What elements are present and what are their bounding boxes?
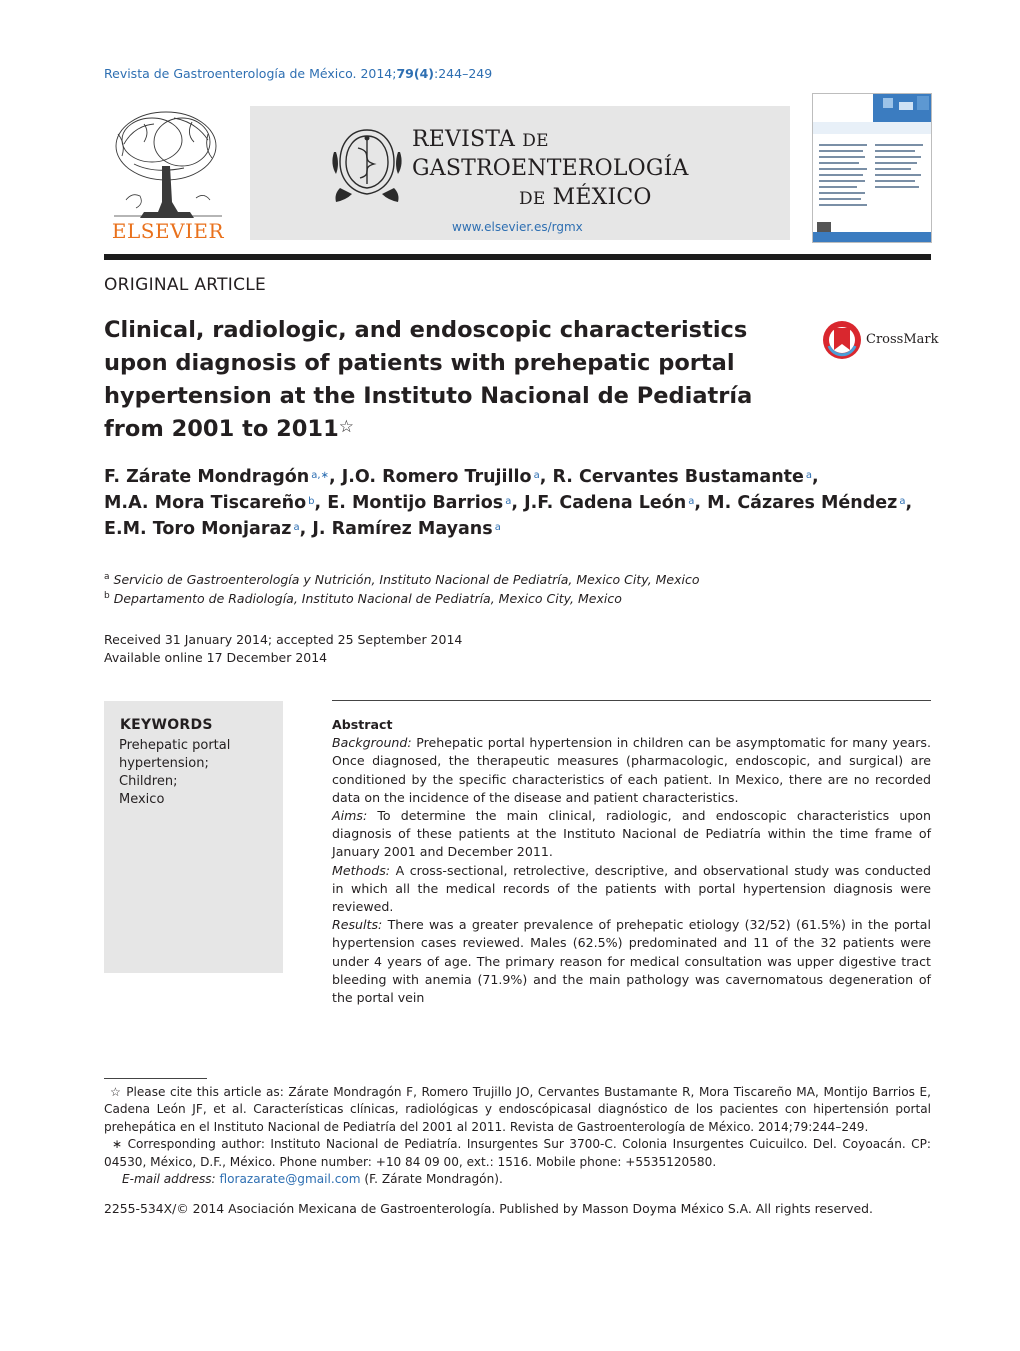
author: J.F. Cadena León [524,493,687,513]
keywords-box [104,701,283,973]
journal-title: REVISTA DE GASTROENTEROLOGÍA DE MÉXICO [412,127,689,210]
author-line: M.A. Mora Tiscareño $^b$, E. Montijo Barrios $^a$, J.F. Cadena León $^a$, M. Cázares Méndez $^a$, [104,493,913,513]
cover-image [813,94,931,242]
affiliation: $^b$ Departamento de Radiología, Instituto Nacional de Pediatría, Mexico City, Mexico [104,591,622,607]
author-affiliation-link[interactable]: a [505,496,512,507]
article-title: Clinical, radiologic, and endoscopic characteristics upon diagnosis of patients with prehepatic portal hypertension at the Instituto Nacional de Pediatría from 2001 to 2011☆ [104,317,753,442]
crossmark-label: CrossMark [866,332,939,347]
crossmark-badge[interactable] [822,320,939,360]
title-footnote-mark[interactable]: ☆ [338,417,354,437]
abstract [332,716,931,1007]
author: M. Cázares Méndez [707,493,898,513]
email-link[interactable]: florazarate@gmail.com [219,1172,361,1187]
author-affiliation-link[interactable]: a [293,522,300,533]
author: E.M. Toro Monjaraz [104,519,292,539]
author: F. Zárate Mondragón [104,467,310,487]
author-list [104,464,934,542]
affiliation: $^a$ Servicio de Gastroenterología y Nutrición, Instituto Nacional de Pediatría, Mexico City, Mexico [104,572,700,588]
author-affiliation-link[interactable]: a [688,496,695,507]
abstract-results: Results: There was a greater prevalence of prehepatic etiology (32/52) (61.5%) in the portal hypertension cases reviewed. Males (62.5%) predominated and 11 of the 32 patients were under 4 years of age. The primary reason for medical consultation was upper digestive tract bleeding with anemia (71.9%) and the main pathology was cavernomatous degeneration of the portal vein [332,917,931,1006]
abstract-heading: Abstract [332,717,393,732]
elsevier-logo [104,104,232,244]
abstract-methods: Methods: A cross-sectional, retrolective, descriptive, and observational study was conducted in which all the medical records of the patients with portal hypertension diagnosis were reviewed. [332,862,931,915]
author-affiliation-link[interactable]: b [308,496,315,507]
citation-footnote: ☆ Please cite this article as: Zárate Mondragón F, Romero Trujillo JO, Cervantes Bustamante R, Mora Tiscareño MA, Montijo Barrios E, Cadena León JF, et al. Características clínicas, radiológicas y endoscópicasal diagnóstico de los pacientes con hipertensión portal prehepática en el Instituto Nacional de Pediatría del 2001 al 2011. Revista de Gastroenterología de México. 2014;79:244–249. [104,1085,931,1134]
journal-url-link[interactable]: www.elsevier.es/rgmx [452,220,583,234]
abstract-aims: Aims: To determine the main clinical, radiologic, and endoscopic characteristics upon diagnosis of these patients at the Instituto Nacional de Pediatría within the time frame of January 2001 and December 2011. [332,808,931,860]
footnote-rule [104,1078,207,1079]
journal-emblem [330,122,404,208]
author-affiliation-link[interactable]: a [533,470,540,481]
author-line: F. Zárate Mondragón $^{a,∗}$, J.O. Romero Trujillo $^a$, R. Cervantes Bustamante $^a$, [104,467,819,487]
caduceus-emblem-icon [330,122,404,208]
author-affiliation-link[interactable]: a [899,496,906,507]
author: M.A. Mora Tiscareño [104,493,307,513]
crossmark-icon [822,320,862,360]
copyright-notice: 2255-534X/© 2014 Asociación Mexicana de Gastroenterología. Published by Masson Doyma México S.A. All rights reserved. [104,1201,873,1216]
author: J.O. Romero Trujillo [341,467,532,487]
footnotes [104,1084,931,1188]
abstract-background: Background: Prehepatic portal hypertension in children can be asymptomatic for many years. Once diagnosed, the therapeutic measures (pharmacologic, endoscopic, and surgical) are conditioned by the specific characteristics of each patient. In Mexico, there are no recorded data on the incidence of the disease and patient characteristics. [332,735,931,805]
footnote-asterisk-mark: ∗ [112,1137,123,1152]
header-rule [104,254,931,260]
article-type: ORIGINAL ARTICLE [104,275,267,295]
abstract-rule [332,700,931,701]
author: E. Montijo Barrios [327,493,504,513]
available-online-date: Available online 17 December 2014 [104,650,328,665]
author-affiliation-link[interactable]: a [805,470,813,481]
author-line: E.M. Toro Monjaraz $^a$, J. Ramírez Mayans $^a$ [104,519,501,539]
footnote-star-mark: ☆ [110,1085,122,1099]
journal-cover-thumbnail [812,93,932,243]
keyword: Mexico [119,792,165,807]
author-affiliation-link[interactable]: a,∗ [311,470,329,481]
author: R. Cervantes Bustamante [552,467,804,487]
keywords-heading: KEYWORDS [120,717,213,733]
keyword: Prehepatic portal [119,738,231,753]
email-footnote: E-mail address: florazarate@gmail.com (F. Zárate Mondragón). [122,1172,503,1187]
keyword: hypertension; [119,756,209,771]
elsevier-wordmark: ELSEVIER [111,219,225,243]
author-affiliation-link[interactable]: a [494,522,501,533]
journal-citation[interactable]: Revista de Gastroenterología de México. 2014;79(4):244–249 [104,66,493,81]
corresponding-author-footnote: ∗ Corresponding author: Instituto Nacional de Pediatría. Insurgentes Sur 3700-C. Colonia Insurgentes Cuicuilco. Del. Coyoacán. CP: 04530, México, D.F., México. Phone number: +10 84 09 00, ext.: 1516. Mobile phone: +5535120580. [104,1137,931,1169]
received-accepted-dates: Received 31 January 2014; accepted 25 September 2014 [104,632,463,647]
author: J. Ramírez Mayans [312,519,493,539]
keyword: Children; [119,774,178,789]
